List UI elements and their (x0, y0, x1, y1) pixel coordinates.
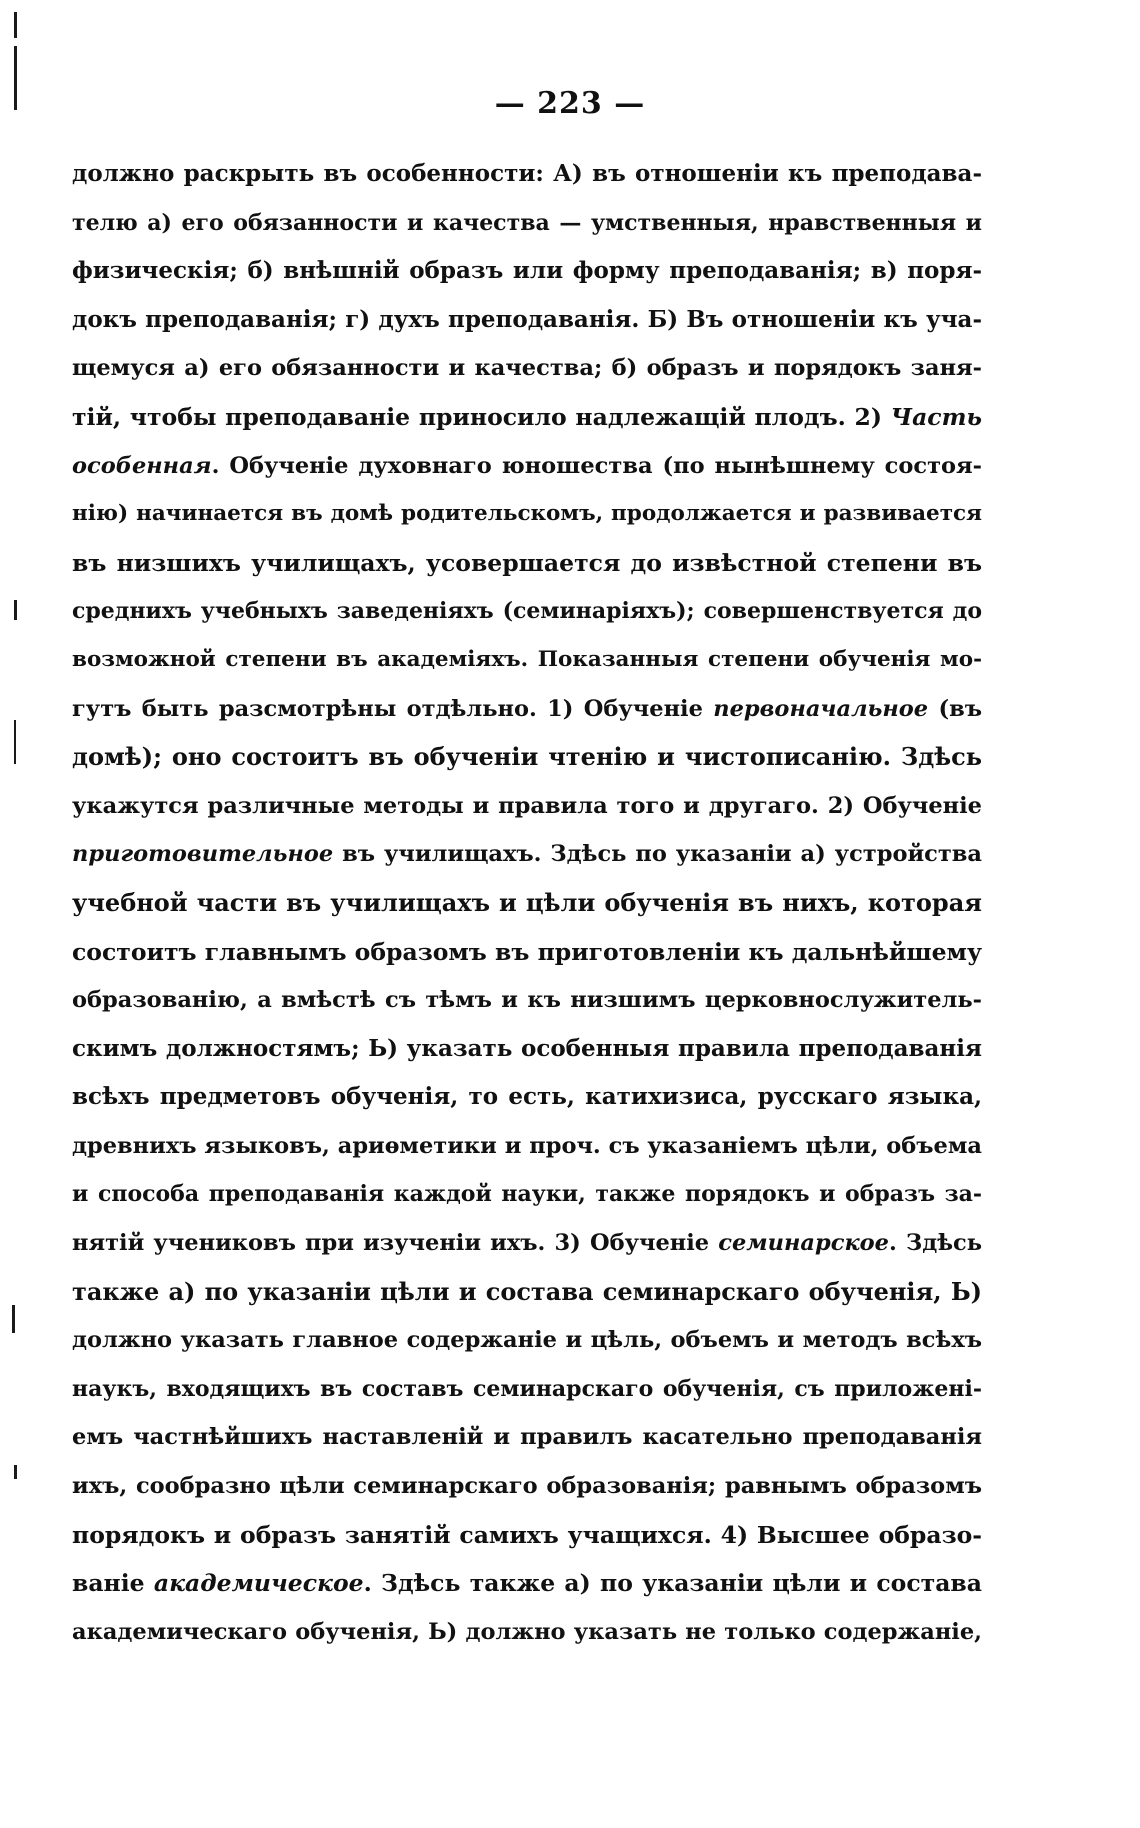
text-line: укажутся различные методы и правила того и другаго. 2) Обученіе (72, 792, 982, 819)
text-line: тій, чтобы преподаваніе приносило надлежащій плодъ. 2) Часть (72, 402, 982, 431)
text-line: наукъ, входящихъ въ составъ семинарскаго обученія, съ приложені- (72, 1375, 982, 1402)
text-line: физическія; б) внѣшній образъ или форму преподаванія; в) поря- (72, 257, 982, 285)
text-line: скимъ должностямъ; Ь) указать особенныя правила преподаванія (72, 1034, 982, 1062)
text-line: особенная. Обученіе духовнаго юношества (по нынѣшнему состоя- (72, 452, 982, 479)
margin-scan-mark (12, 1305, 15, 1333)
text-line: домѣ); оно состоитъ въ обученіи чтенію и чистописанію. Здѣсь (72, 742, 982, 772)
emphasis: семинарское (718, 1230, 889, 1257)
emphasis: Часть (890, 402, 982, 431)
text-line: образованію, а вмѣстѣ съ тѣмъ и къ низшимъ церковнослужитель- (72, 987, 982, 1014)
text-line: ихъ, сообразно цѣли семинарскаго образованія; равнымъ образомъ (72, 1473, 982, 1500)
body-text (72, 150, 982, 1656)
margin-scan-mark (14, 600, 17, 620)
margin-scan-mark (14, 12, 17, 38)
text-line: въ низшихъ училищахъ, усовершается до извѣстной степени въ (72, 548, 982, 577)
text-line: ваніе академическое. Здѣсь также а) по указаніи цѣли и состава (72, 1569, 982, 1598)
text-line: возможной степени въ академіяхъ. Показанныя степени обученія мо- (72, 646, 982, 672)
text-line: нятій учениковъ при изученіи ихъ. 3) Обученіе семинарское. Здѣсь (72, 1230, 982, 1257)
text-line: приготовительное въ училищахъ. Здѣсь по указаніи а) устройства (72, 841, 982, 868)
emphasis: приготовительное (72, 841, 334, 868)
text-line: порядокъ и образъ занятій самихъ учащихся. 4) Высшее образо- (72, 1520, 982, 1549)
emphasis: первоначальное (713, 695, 929, 722)
emphasis: особенная (72, 452, 212, 479)
text-line: академическаго обученія, Ь) должно указать не только содержаніе, (72, 1618, 982, 1645)
margin-scan-mark (14, 1465, 17, 1479)
text-line: щемуся а) его обязанности и качества; б) образъ и порядокъ заня- (72, 355, 982, 382)
emphasis: академическое (153, 1569, 364, 1598)
text-line: докъ преподаванія; г) духъ преподаванія. Б) Въ отношеніи къ уча- (72, 305, 982, 333)
text-line: учебной части въ училищахъ и цѣли обученія въ нихъ, которая (72, 887, 982, 917)
text-line: емъ частнѣйшихъ наставленій и правилъ касательно преподаванія (72, 1424, 982, 1451)
text-line: телю а) его обязанности и качества — умственныя, нравственныя и (72, 209, 982, 236)
margin-scan-mark (14, 720, 16, 764)
text-line: должно раскрыть въ особенности: А) въ отношеніи къ преподава- (72, 160, 982, 187)
text-line: и способа преподаванія каждой науки, также порядокъ и образъ за- (72, 1181, 982, 1208)
text-line: древнихъ языковъ, ариѳметики и проч. съ указаніемъ цѣли, объема (72, 1132, 982, 1159)
text-line: всѣхъ предметовъ обученія, то есть, катихизиса, русскаго языка, (72, 1083, 982, 1111)
page-number: — 223 — (494, 86, 646, 121)
text-line: среднихъ учебныхъ заведеніяхъ (семинаріяхъ); совершенствуется до (72, 598, 982, 625)
text-line: нію) начинается въ домѣ родительскомъ, продолжается и развивается (72, 501, 982, 527)
text-line: гутъ быть разсмотрѣны отдѣльно. 1) Обученіе первоначальное (въ (72, 695, 982, 722)
text-line: должно указать главное содержаніе и цѣль, объемъ и методъ всѣхъ (72, 1327, 982, 1354)
text-line: также а) по указаніи цѣли и состава семинарскаго обученія, Ь) (72, 1276, 982, 1306)
text-line: состоитъ главнымъ образомъ въ приготовленіи къ дальнѣйшему (72, 937, 982, 966)
